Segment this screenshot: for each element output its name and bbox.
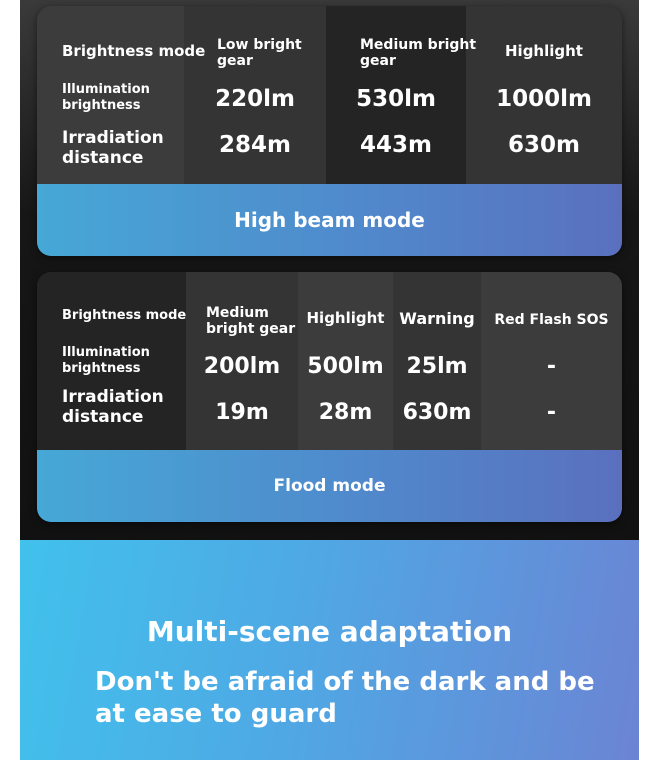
header-highlight: Highlight [505, 42, 583, 60]
value-medium-lumens: 530lm [356, 86, 436, 112]
label-brightness-mode: Brightness mode [62, 308, 187, 323]
label-irradiation-line1: Irradiation [62, 128, 164, 148]
label-irradiation-line2: distance [62, 148, 144, 168]
flood-mode-band: Flood mode [37, 450, 622, 522]
header-medium-bright-line2: gear [360, 53, 396, 69]
header-medium-line1: Medium [206, 305, 269, 321]
label-illumination-line2: brightness [62, 361, 141, 376]
banner-subtitle: Don't be afraid of the dark and be at ease to guard [95, 667, 595, 729]
header-medium-bright-line1: Medium bright [360, 37, 477, 53]
value-low-lumens: 220lm [215, 86, 295, 112]
header-red-flash-sos: Red Flash SOS [494, 312, 609, 328]
label-irradiation-line1: Irradiation [62, 387, 164, 407]
value-highlight-lumens: 500lm [307, 354, 384, 379]
scene-banner [20, 540, 639, 760]
header-warning: Warning [399, 309, 475, 328]
high-beam-table [37, 6, 622, 256]
value-warning-lumens: 25lm [406, 354, 468, 379]
value-highlight-lumens: 1000lm [496, 86, 592, 112]
high-beam-mode-band: High beam mode [37, 184, 622, 256]
label-brightness-mode: Brightness mode [62, 42, 206, 60]
header-medium-line2: bright gear [206, 321, 296, 337]
value-warning-distance: 630m [402, 400, 472, 425]
label-illumination-line1: Illumination [62, 82, 150, 97]
value-medium-distance: 443m [360, 132, 432, 158]
value-highlight-distance: 28m [318, 400, 373, 425]
header-low-bright-line2: gear [217, 53, 253, 69]
label-illumination-line2: brightness [62, 98, 141, 113]
value-sos-distance: - [546, 400, 557, 425]
value-medium-lumens: 200lm [203, 354, 281, 379]
flood-table [37, 272, 622, 522]
label-irradiation-line2: distance [62, 407, 144, 427]
label-illumination-line1: Illumination [62, 345, 150, 360]
header-low-bright-line1: Low bright [217, 37, 302, 53]
value-low-distance: 284m [219, 132, 291, 158]
value-medium-distance: 19m [215, 400, 269, 425]
value-highlight-distance: 630m [508, 132, 580, 158]
banner-title: Multi-scene adaptation [146, 615, 513, 648]
value-sos-lumens: - [546, 354, 557, 379]
header-highlight: Highlight [306, 309, 385, 327]
